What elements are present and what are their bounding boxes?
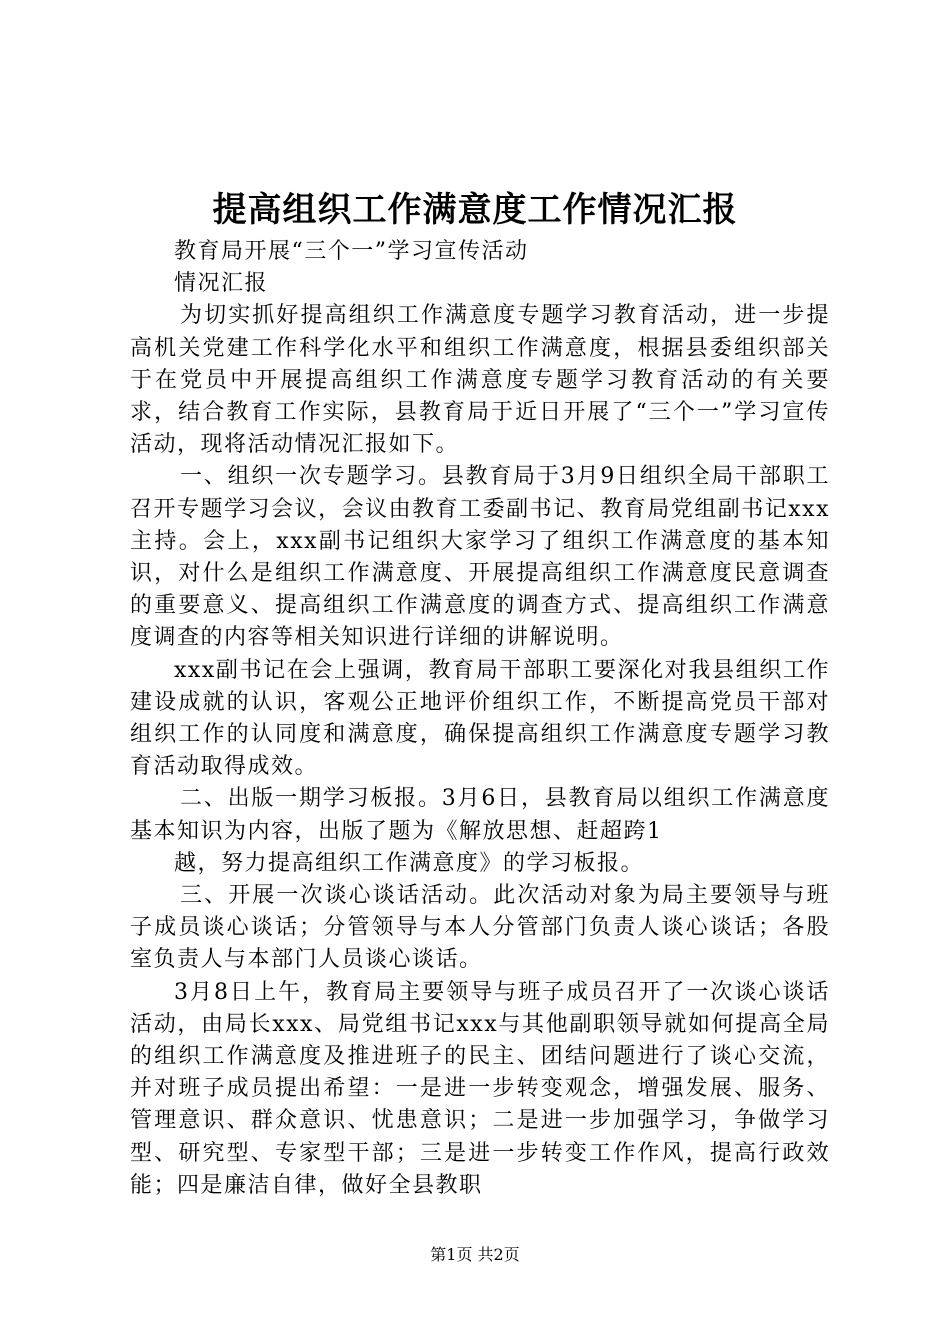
paragraph-section-3-detail: 3月8日上午，教育局主要领导与班子成员召开了一次谈心谈话活动，由局长xxx、局党组书记xxx与其他副职领导就如何提高全局的组织工作满意度及推进班子的民主、团结问题进行了谈心交流，并对班子成员提出希望：一是进一步转变观念，增强发展、服务、管理意识、群众意识、忧患意识；二是进一步加强学习，争做学习型、研究型、专家型干部；三是进一步转变工作作风，提高行政效能；四是廉洁自律，做好全县教职: [130, 979, 830, 1198]
document-body: [130, 236, 830, 1202]
subtitle-line-1: 教育局开展“三个一”学习宣传活动: [174, 239, 529, 264]
paragraph-section-2: 二、出版一期学习板报。3月6日，县教育局以组织工作满意度基本知识为内容，出版了题为《解放思想、赶超跨1: [130, 786, 830, 844]
paragraph-section-1-emphasis: xxx副书记在会上强调，教育局干部职工要深化对我县组织工作建设成就的认识，客观公正地评价组织工作，不断提高党员干部对组织工作的认同度和满意度，确保提高组织工作满意度专题学习教育活动取得成效。: [130, 657, 830, 780]
paragraph-section-2-continued: 越，努力提高组织工作满意度》的学习板报。: [174, 850, 645, 876]
subtitle-line-2: 情况汇报: [174, 271, 269, 297]
paragraph-section-3: 三、开展一次谈心谈话活动。此次活动对象为局主要领导与班子成员谈心谈话；分管领导与本人分管部门负责人谈心谈话；各股室负责人与本部门人员谈心谈话。: [130, 883, 830, 973]
page-indicator: 第1页 共2页: [430, 1245, 520, 1264]
paragraph-intro: 为切实抓好提高组织工作满意度专题学习教育活动，进一步提高机关党建工作科学化水平和组织工作满意度，根据县委组织部关于在党员中开展提高组织工作满意度专题学习教育活动的有关要求，结合教育工作实际，县教育局于近日开展了“三个一”学习宣传活动，现将活动情况汇报如下。: [130, 303, 830, 458]
document-title: 提高组织工作满意度工作情况汇报: [212, 190, 738, 230]
paragraph-section-1: 一、组织一次专题学习。县教育局于3月9日组织全局干部职工召开专题学习会议，会议由教育工委副书记、教育局党组副书记xxx主持。会上，xxx副书记组织大家学习了组织工作满意度的基本知识，对什么是组织工作满意度、开展提高组织工作满意度民意调查的重要意义、提高组织工作满意度的调查方式、提高组织工作满意度调查的内容等相关知识进行详细的讲解说明。: [130, 464, 830, 651]
